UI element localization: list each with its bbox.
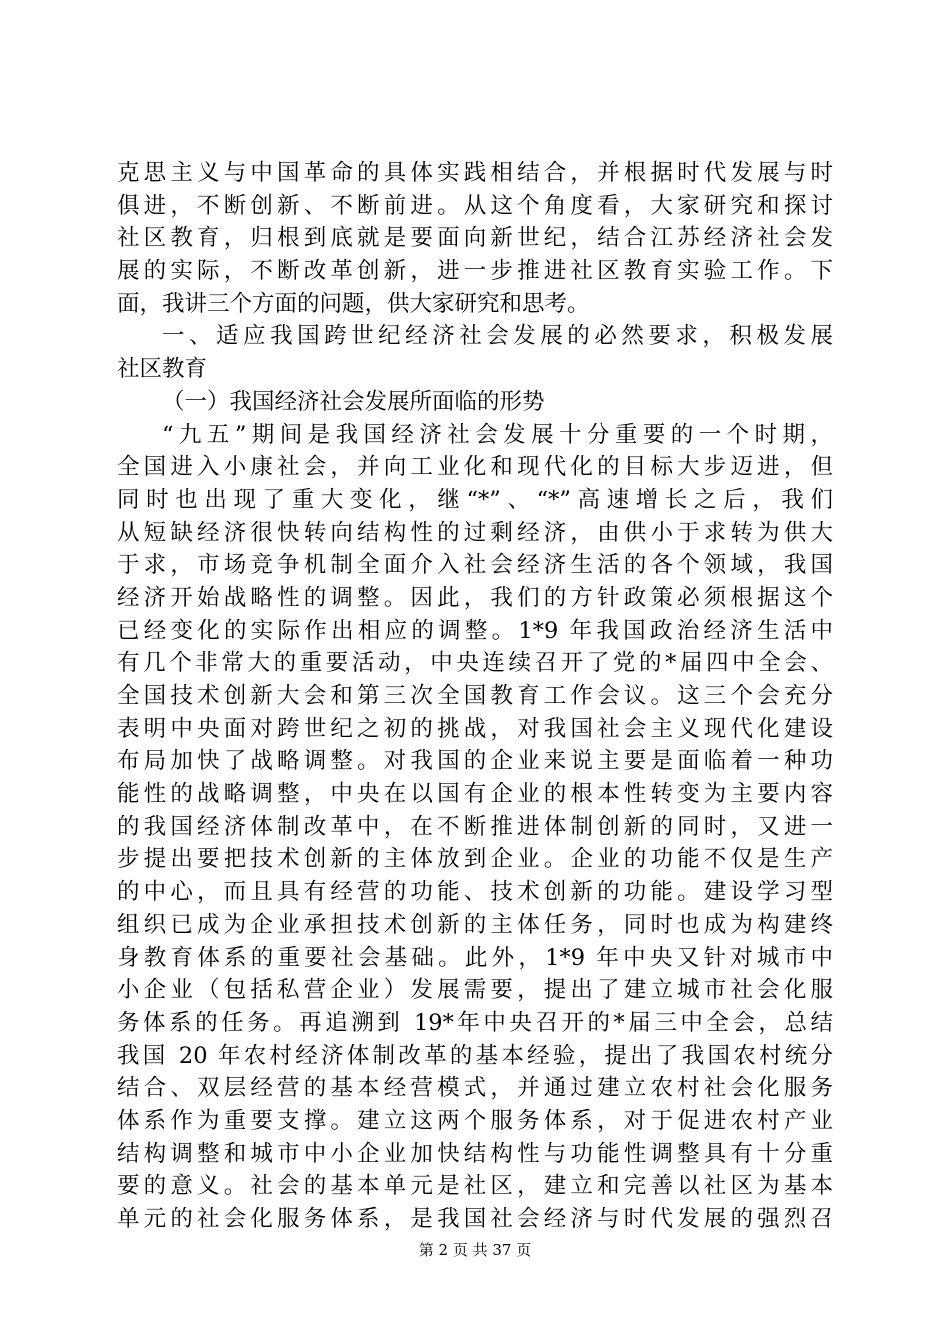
text-line: 步提出要把技术创新的主体放到企业。企业的功能不仅是生产 (117, 846, 833, 873)
body-text (117, 157, 833, 1236)
text-line: 展的实际，不断改革创新，进一步推进社区教育实验工作。下 (117, 258, 833, 285)
text-line: 的我国经济体制改革中，在不断推进体制创新的同时，又进一 (117, 813, 833, 840)
text-line: 俱进，不断创新、不断前进。从这个角度看，大家研究和探讨 (117, 192, 833, 219)
text-line: 的中心，而且具有经营的功能、技术创新的功能。建设学习型 (117, 879, 833, 906)
text-line: 我国 20 年农村经济体制改革的基本经验，提出了我国农村统分 (117, 1042, 833, 1069)
text-line: 体系作为重要支撑。建立这两个服务体系，对于促进农村产业 (117, 1107, 833, 1134)
text-line: 经济开始战略性的调整。因此，我们的方针政策必须根据这个 (117, 584, 833, 611)
text-line: 单元的社会化服务体系，是我国社会经济与时代发展的强烈召 (117, 1206, 833, 1232)
text-line: 结合、双层经营的基本经营模式，并通过建立农村社会化服务 (117, 1075, 833, 1102)
text-line: 面，我讲三个方面的问题，供大家研究和思考。 (117, 290, 590, 317)
text-line: 布局加快了战略调整。对我国的企业来说主要是面临着一种功 (117, 748, 833, 775)
text-line: 结构调整和城市中小企业加快结构性与功能性调整具有十分重 (117, 1140, 833, 1167)
text-line: 克思主义与中国革命的具体实践相结合，并根据时代发展与时 (117, 160, 833, 186)
text-line: 有几个非常大的重要活动，中央连续召开了党的*届四中全会、 (117, 650, 833, 677)
text-line: 已经变化的实际作出相应的调整。1*9 年我国政治经济生活中 (117, 617, 833, 644)
text-line: 同时也出现了重大变化，继“*”、“*”高速增长之后，我们 (117, 486, 833, 513)
text-line: 要的意义。社会的基本单元是社区，建立和完善以社区为基本 (117, 1173, 833, 1200)
text-line: 社区教育 (117, 356, 208, 383)
text-line: 社区教育，归根到底就是要面向新世纪，结合江苏经济社会发 (117, 225, 833, 252)
text-line: 务体系的任务。再追溯到 19*年中央召开的*届三中全会，总结 (117, 1009, 833, 1036)
text-line: 身教育体系的重要社会基础。此外，1*9 年中央又针对城市中 (117, 944, 833, 971)
text-line: （一）我国经济社会发展所面临的形势 (162, 388, 545, 415)
text-line: “九五”期间是我国经济社会发展十分重要的一个时期， (162, 421, 833, 448)
text-line: 一、适应我国跨世纪经济社会发展的必然要求，积极发展 (162, 323, 833, 350)
text-line: 表明中央面对跨世纪之初的挑战，对我国社会主义现代化建设 (117, 715, 833, 742)
page-footer: 第 2 页 共 37 页 (418, 1241, 532, 1259)
text-line: 从短缺经济很快转向结构性的过剩经济，由供小于求转为供大 (117, 519, 833, 546)
text-line: 组织已成为企业承担技术创新的主体任务，同时也成为构建终 (117, 911, 833, 938)
text-line: 于求，市场竞争机制全面介入社会经济生活的各个领域，我国 (117, 552, 833, 579)
text-line: 能性的战略调整，中央在以国有企业的根本性转变为主要内容 (117, 781, 833, 808)
text-line: 全国进入小康社会，并向工业化和现代化的目标大步迈进，但 (117, 454, 833, 481)
text-line: 全国技术创新大会和第三次全国教育工作会议。这三个会充分 (117, 683, 833, 709)
text-line: 小企业（包括私营企业）发展需要，提出了建立城市社会化服 (117, 977, 833, 1004)
